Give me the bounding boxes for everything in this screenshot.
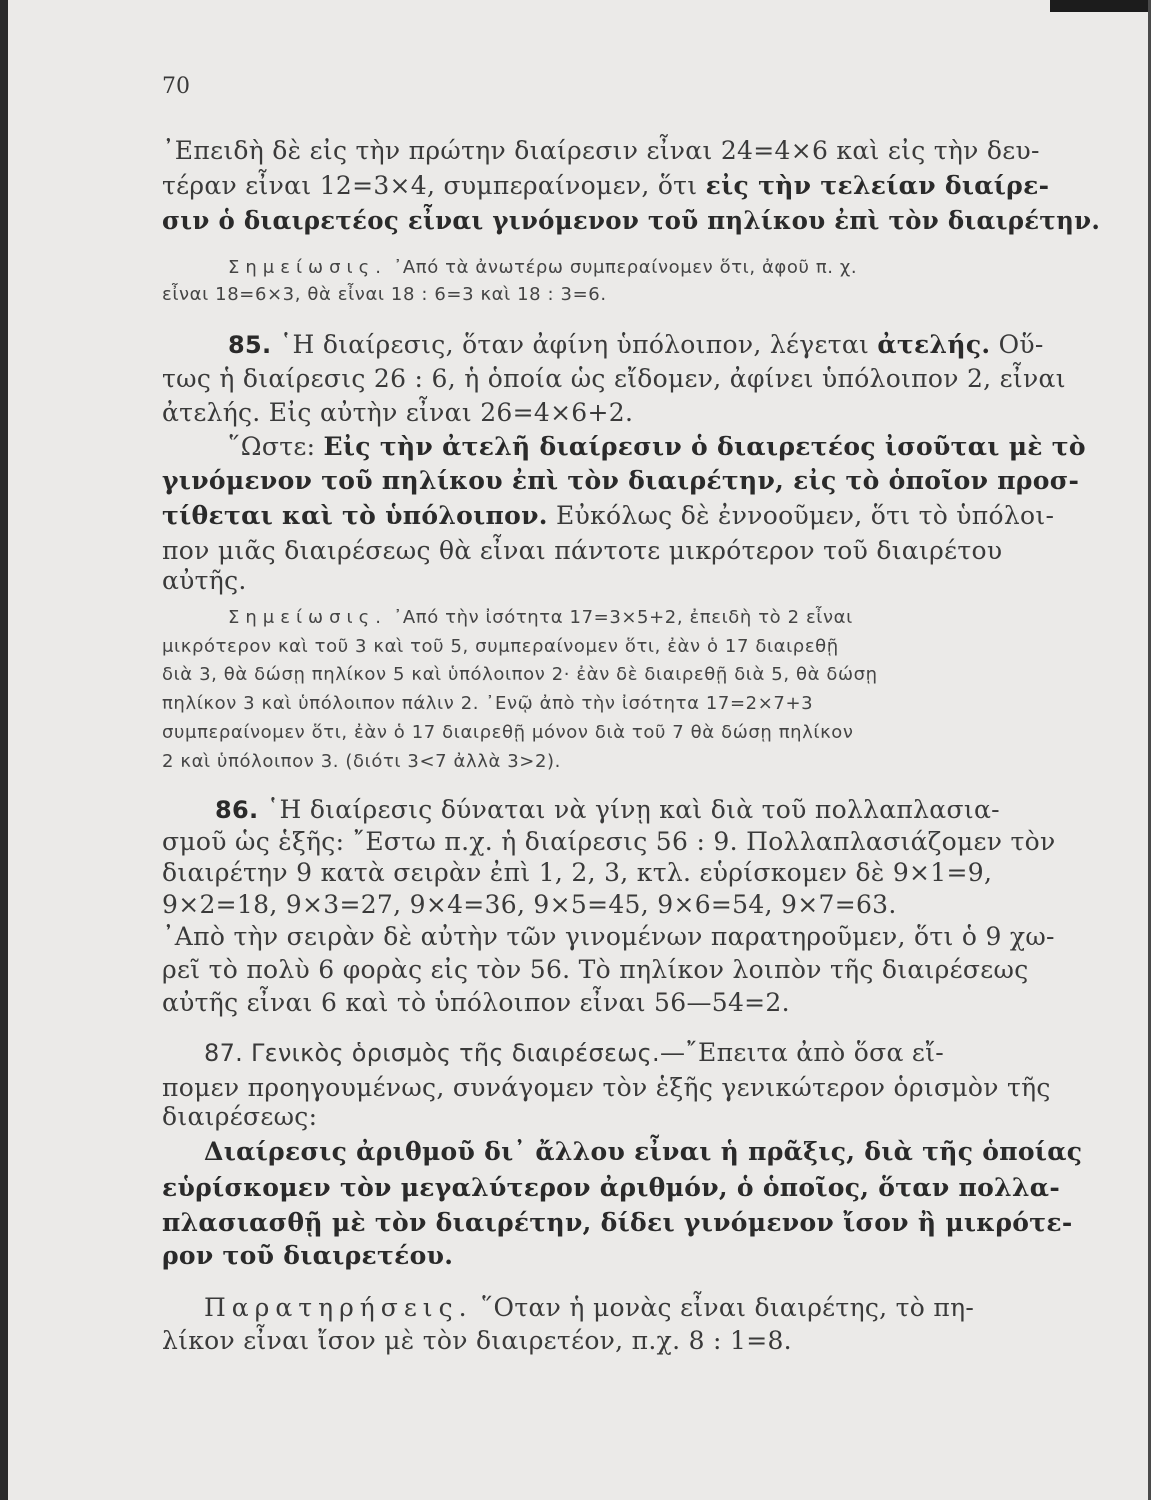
text-line: ᾿Επειδὴ δὲ εἰς τὴν πρώτην διαίρεσιν εἶναι 24=4×6 καὶ εἰς τὴν δευ- [162, 136, 1040, 165]
bold-span: Εἰς τὴν ἀτελῆ διαίρεσιν ὁ διαιρετέος ἰσοῦται μὲ τὸ [323, 432, 1086, 461]
note-line: μικρότερον καὶ τοῦ 3 καὶ τοῦ 5, συμπεραίνομεν ὅτι, ἐὰν ὁ 17 διαιρεθῇ [162, 636, 839, 657]
text-line: τως ἡ διαίρεσις 26 : 6, ἡ ὁποία ὡς εἴδομεν, ἀφίνει ὑπόλοιπον 2, εἶναι [162, 364, 1066, 393]
definition-line: πλασιασθῇ μὲ τὸν διαιρέτην, δίδει γινόμενον ἴσον ἢ μικρότε- [162, 1208, 1073, 1237]
note-line: διὰ 3, θὰ δώσῃ πηλίκον 5 καὶ ὑπόλοιπον 2· ἐὰν δὲ διαιρεθῇ διὰ 5, θὰ δώσῃ [162, 664, 878, 685]
text-span: τέραν εἶναι 12=3×4, συμπεραίνομεν, ὅτι [162, 171, 706, 200]
section-number: 86. [215, 796, 259, 824]
text-span: ῾Η διαίρεσις, ὅταν ἀφίνη ὑπόλοιπον, λέγεται [271, 330, 878, 359]
text-span: ᾿Από τὰ ἀνωτέρω συμπεραίνομεν ὅτι, ἀφοῦ π. χ. [386, 257, 858, 278]
text-span: ῞Ωστε: [228, 432, 324, 461]
bold-span: τίθεται καὶ τὸ ὑπόλοιπον. [162, 501, 548, 530]
text-line: σμοῦ ὡς ἑξῆς: ῎Εστω π.χ. ἡ διαίρεσις 56 : 9. Πολλαπλασιάζομεν τὸν [162, 827, 1056, 856]
text-line: πομεν προηγουμένως, συνάγομεν τὸν ἑξῆς γενικώτερον ὁρισμὸν τῆς [162, 1073, 1051, 1102]
definition-line: εὑρίσκομεν τὸν μεγαλύτερον ἀριθμόν, ὁ ὁποῖος, ὅταν πολλα- [162, 1173, 1061, 1202]
page-number: 70 [162, 74, 190, 99]
bold-span: εἰς τὴν τελείαν διαίρε- [705, 171, 1050, 200]
text-line: 9×2=18, 9×3=27, 9×4=36, 9×5=45, 9×6=54, 9×7=63. [162, 890, 897, 919]
text-line [228, 432, 1086, 461]
text-line [228, 330, 1044, 359]
text-span: Εὐκόλως δὲ ἐννοοῦμεν, ὅτι τὸ ὑπόλοι- [547, 501, 1055, 530]
section-heading: 87. Γενικὸς ὁρισμὸς τῆς διαιρέσεως. [204, 1039, 660, 1067]
scan-left-edge [0, 0, 8, 1500]
definition-line: Διαίρεσις ἀριθμοῦ δι᾿ ἄλλου εἶναι ἡ πρᾶξις, διὰ τῆς ὁποίας [204, 1137, 1083, 1166]
section-number: 85. [228, 331, 272, 359]
bold-span: ἀτελής. [877, 330, 991, 359]
note-line [228, 257, 857, 278]
text-line: διαιρέσεως: [162, 1102, 318, 1131]
text-line: γινόμενον τοῦ πηλίκου ἐπὶ τὸν διαιρέτην, εἰς τὸ ὁποῖον προσ- [162, 466, 1080, 495]
text-line [204, 1293, 974, 1322]
text-line: αὐτῆς. [162, 566, 247, 595]
text-span: ῞Οταν ἡ μονὰς εἶναι διαιρέτης, τὸ πη- [472, 1293, 975, 1322]
text-line [215, 795, 1000, 824]
note-line: εἶναι 18=6×3, θὰ εἶναι 18 : 6=3 καὶ 18 : 3=6. [162, 284, 607, 305]
text-span: ᾿Από τὴν ἰσότητα 17=3×5+2, ἐπειδὴ τὸ 2 εἶναι [386, 607, 853, 628]
text-span: ῾Η διαίρεσις δύναται νὰ γίνῃ καὶ διὰ τοῦ πολλαπλασια- [258, 795, 1000, 824]
text-span: Οὕ- [990, 330, 1044, 359]
text-line: διαιρέτην 9 κατὰ σειρὰν ἐπὶ 1, 2, 3, κτλ. εὑρίσκομεν δὲ 9×1=9, [162, 858, 993, 887]
note-label: Σημείωσις. [228, 607, 387, 628]
text-line [204, 1038, 944, 1067]
definition-line: ρον τοῦ διαιρετέου. [162, 1241, 454, 1270]
text-line: ρεῖ τὸ πολὺ 6 φορὰς εἰς τὸν 56. Τὸ πηλίκον λοιπὸν τῆς διαιρέσεως [162, 955, 1029, 984]
text-span: —῎Επειτα ἀπὸ ὅσα εἴ- [659, 1038, 945, 1067]
scan-top-edge [1050, 0, 1151, 12]
text-line: σιν ὁ διαιρετέος εἶναι γινόμενον τοῦ πηλίκου ἐπὶ τὸν διαιρέτην. [162, 206, 1101, 235]
text-line: πον μιᾶς διαιρέσεως θὰ εἶναι πάντοτε μικρότερον τοῦ διαιρέτου [162, 536, 1003, 565]
note-line: συμπεραίνομεν ὅτι, ἐὰν ὁ 17 διαιρεθῇ μόνον διὰ τοῦ 7 θὰ δώσῃ πηλίκον [162, 722, 854, 743]
text-line: λίκον εἶναι ἴσον μὲ τὸν διαιρετέον, π.χ. 8 : 1=8. [162, 1326, 792, 1355]
note-line [228, 607, 853, 628]
note-label: Σημείωσις. [228, 257, 387, 278]
note-line: πηλίκον 3 καὶ ὑπόλοιπον πάλιν 2. ᾿Ενῷ ἀπὸ τὴν ἰσότητα 17=2×7+3 [162, 693, 814, 714]
text-line: αὐτῆς εἶναι 6 καὶ τὸ ὑπόλοιπον εἶναι 56—54=2. [162, 988, 790, 1017]
text-line: ᾿Απὸ τὴν σειρὰν δὲ αὐτὴν τῶν γινομένων παρατηροῦμεν, ὅτι ὁ 9 χω- [162, 922, 1055, 951]
text-line: ἀτελής. Εἰς αὐτὴν εἶναι 26=4×6+2. [162, 398, 634, 427]
remarks-label: Παρατηρήσεις. [204, 1293, 473, 1322]
text-line [162, 171, 1049, 200]
text-line [162, 501, 1054, 530]
note-line: 2 καὶ ὑπόλοιπον 3. (διότι 3<7 ἀλλὰ 3>2). [162, 751, 561, 772]
